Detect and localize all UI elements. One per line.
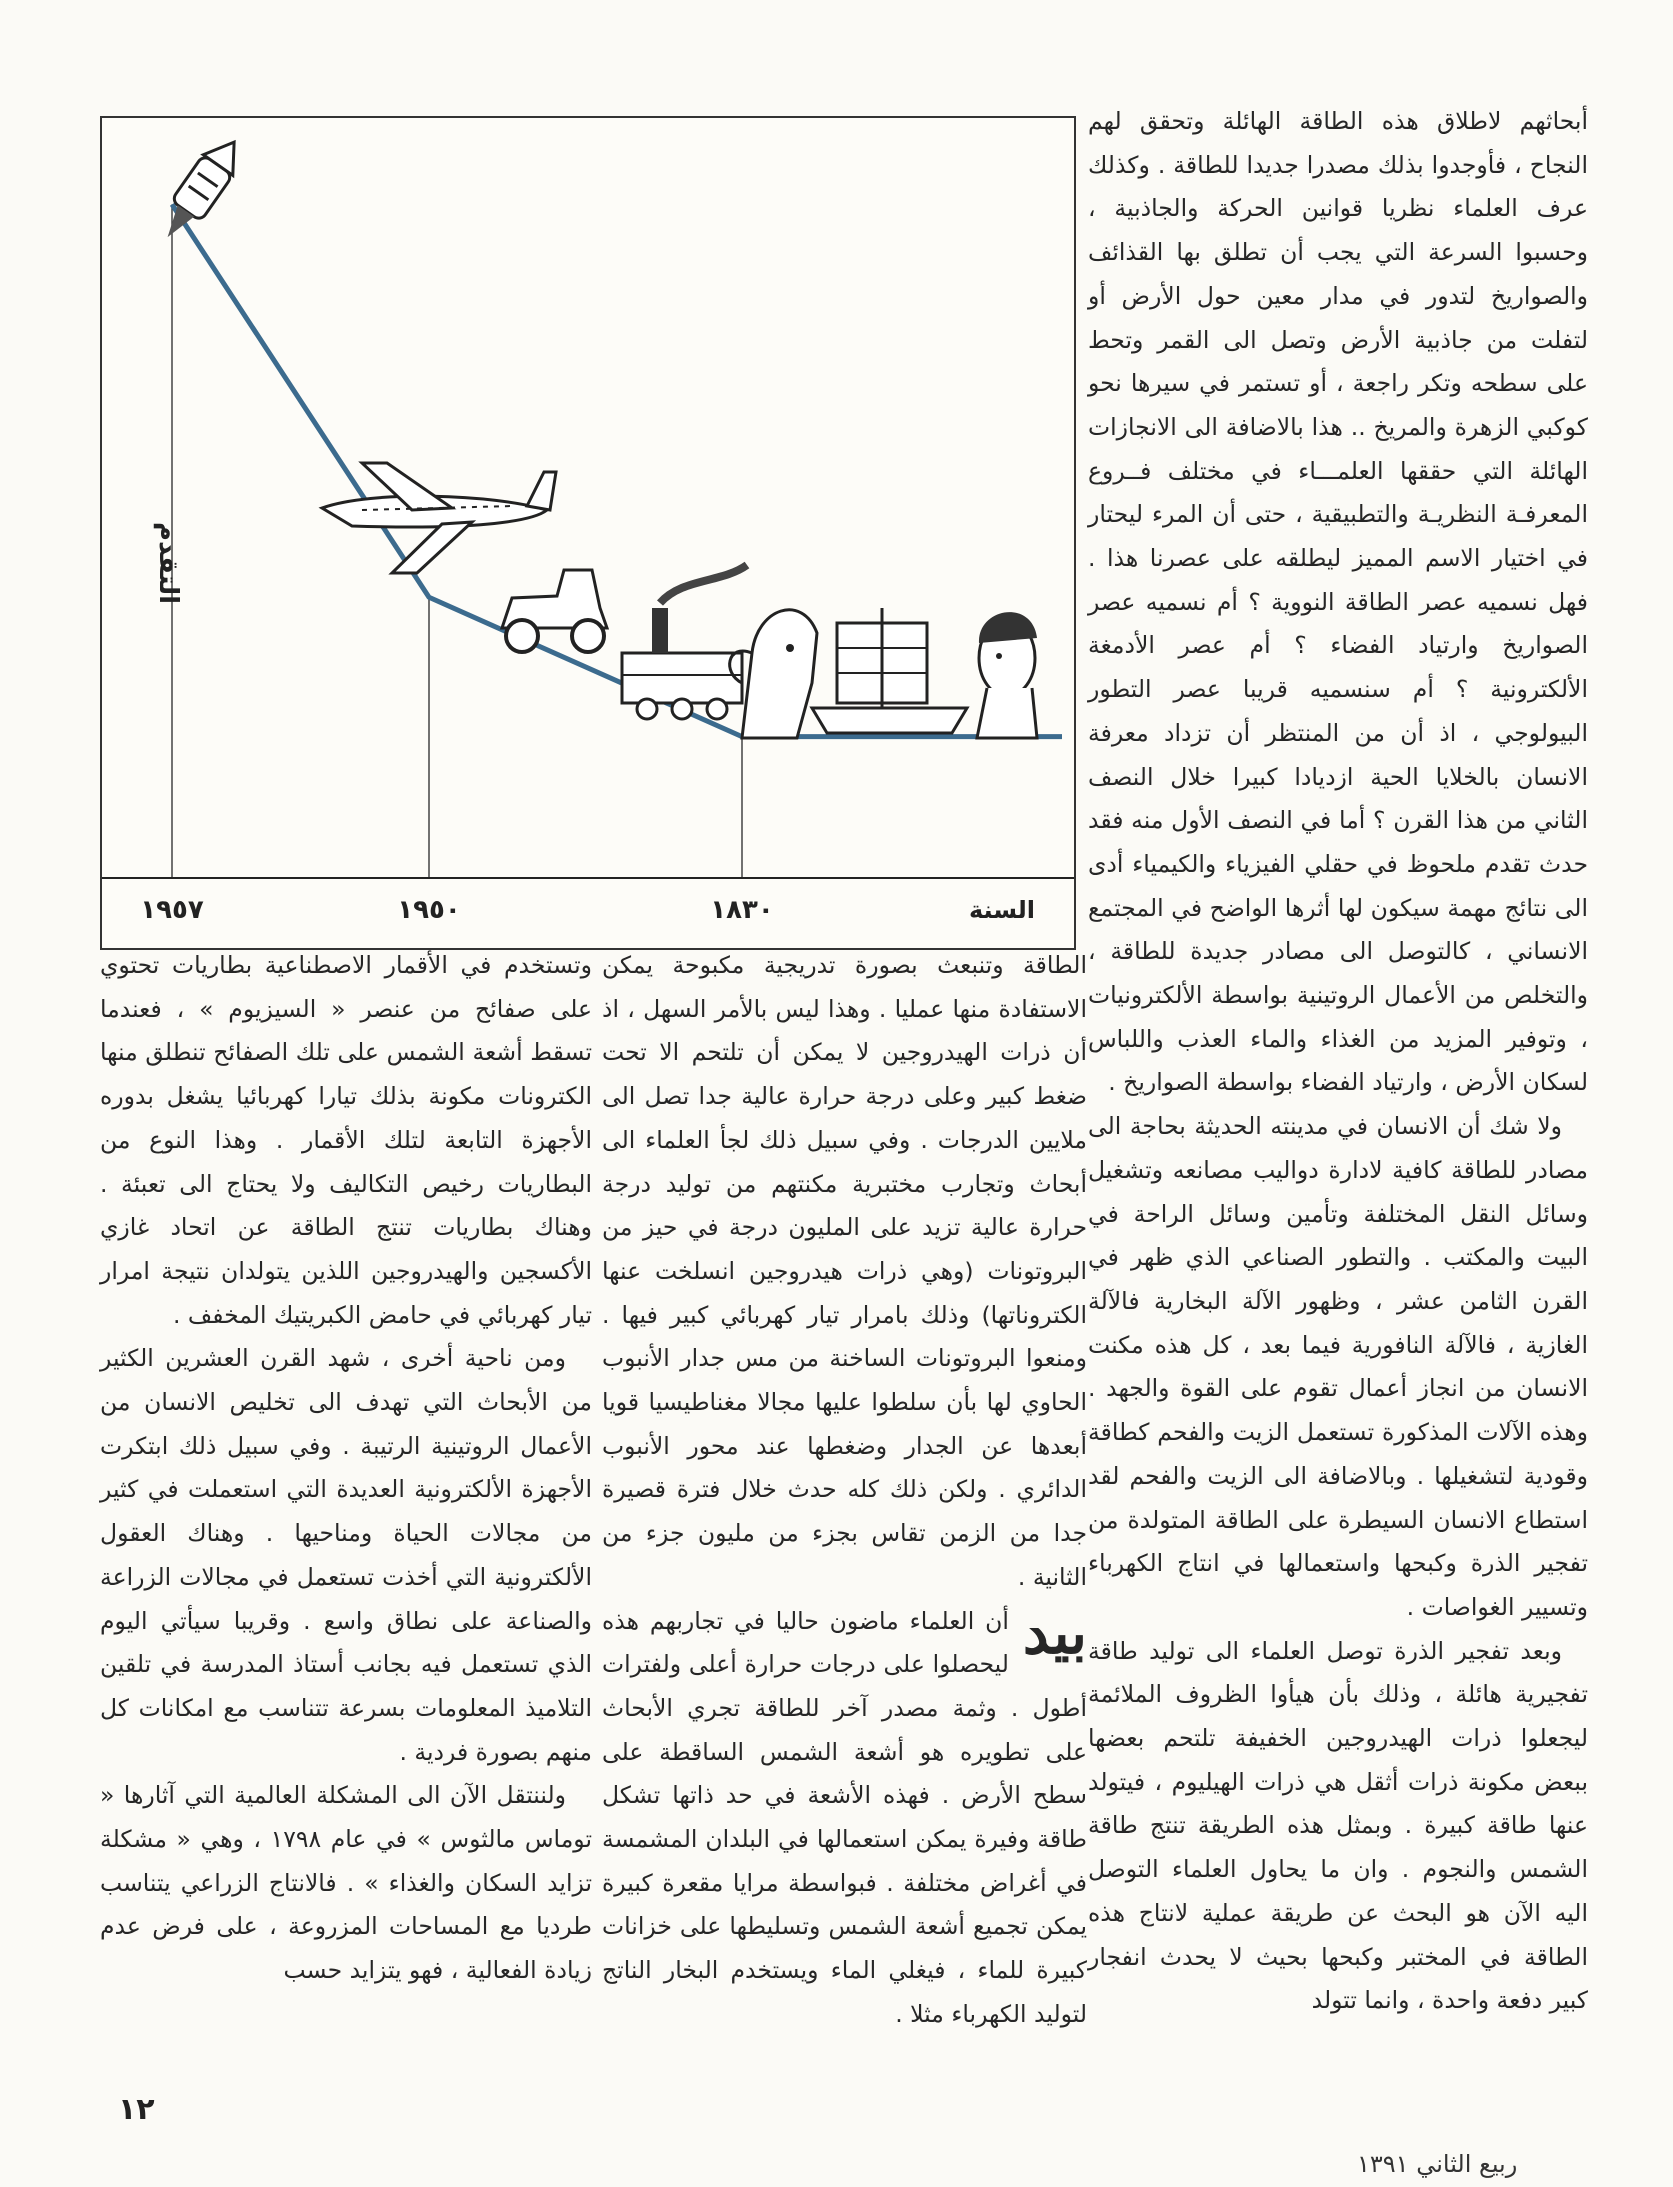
- paragraph: ولا شك أن الانسان في مدينته الحديثة بحاجة الى مصادر للطاقة كافية لادارة دواليب مصانعه وتشغيل وسائل النقل المختلفة وتأمين وسائل الراحة في البيت والمكتب . والتطور الصناعي الذي ظهر في القرن الثامن عشر ، وظهور الآلة البخارية فالآلة الغازية ، فالآلة النافورية فيما بعد ، كل هذه مكنت الانسان من انجاز أعمال تقوم على القوة والجهد . وهذه الآلات المذكورة تستعمل الزيت والفحم كطاقة وقودية لتشغيلها . وبالاضافة الى الزيت والفحم لقد استطاع الانسان السيطرة على الطاقة المتولدة من تفجير الذرة وكبحها واستعمالها في انتاج الكهرباء وتسيير الغواصات .: [1088, 1112, 1588, 1621]
- sailing-ship-icon: [812, 608, 967, 733]
- paragraph: ولننتقل الآن الى المشكلة العالمية التي آثارها « توماس مالثوس » في عام ١٧٩٨ ، وهي « مشكلة تزايد السكان والغذاء » . فالانتاج الزراعي يتناسب طرديا مع المساحات المزروعة ، على فرض عدم زيادة الفعالية ، فهو يتزايد حسب: [100, 1781, 592, 1985]
- progress-chart: [102, 118, 1074, 948]
- vintage-car-icon: [502, 570, 607, 652]
- paragraph: وتستخدم في الأقمار الاصطناعية بطاريات تحتوي على صفائح من عنصر « السيزيوم » ، فعندما تسقط أشعة الشمس على تلك الصفائح تنطلق منها الكترونات مكونة بذلك تيارا كهربائيا يشغل بدوره الأجهزة التابعة لتلك الأقمار . وهذا النوع من البطاريات رخيص التكاليف ولا يحتاج الى تعبئة . وهناك بطاريات تنتج الطاقة عن اتحاد غازي الأكسجين والهيدروجين اللذين يتولدان نتيجة امرار تيار كهربائي في حامض الكبريتيك المخفف .: [100, 951, 592, 1329]
- rocket-icon: [153, 132, 249, 248]
- issue-date: ربيع الثاني ١٣٩١: [1357, 2150, 1518, 2178]
- paragraph: وبعد تفجير الذرة توصل العلماء الى توليد طاقة تفجيرية هائلة ، وذلك بأن هيأوا الظروف الملائمة ليجعلوا ذرات الهيدروجين الخفيفة تلتحم بعضها ببعض مكونة ذرات أثقل هي ذرات الهيليوم ، فيتولد عنها طاقة كبيرة . وبمثل هذه الطريقة تنتج طاقة الشمس والنجوم . وان ما يحاول العلماء التوصل اليه الآن هو البحث عن طريقة عملية لانتاج هذه الطاقة في المختبر وكبحها بحيث لا يحدث انفجار كبير دفعة واحدة ، وانما تتولد: [1088, 1636, 1588, 2015]
- paragraph: الطاقة وتنبعث بصورة تدريجية مكبوحة يمكن الاستفادة منها عمليا . وهذا ليس بالأمر السهل ، اذ أن ذرات الهيدروجين لا يمكن أن تلتحم الا تحت ضغط كبير وعلى درجة حرارة عالية جدا تصل الى ملايين الدرجات . وفي سبيل ذلك لجأ العلماء الى أبحاث وتجارب مختبرية مكنتهم من توليد درجة حرارة عالية تزيد على المليون درجة في حيز من البروتونات (وهي ذرات هيدروجين انسلخت عنها الكتروناتها) وذلك بامرار تيار كهربائي كبير فيها . ومنعوا البروتونات الساخنة من مس جدار الأنبوب الحاوي لها بأن سلطوا عليها مجالا مغناطيسيا قويا أبعدها عن الجدار وضغطها عند محور الأنبوب الدائري . ولكن ذلك كله حدث خلال فترة قصيرة جدا من الزمن تقاس بجزء من مليون جزء من الثانية .: [602, 951, 1087, 1591]
- train-icon: [622, 565, 747, 719]
- drop-word: بيد: [1022, 1598, 1087, 1667]
- x-axis-label: السنة: [968, 896, 1036, 924]
- paragraph-text: أن العلماء ماضون حاليا في تجاربهم هذه ليحصلوا على درجات حرارة أعلى ولفترات أطول . وثمة مصدر آخر للطاقة تجري الأبحاث على تطويره هو أشعة الشمس الساقطة على سطح الأرض . فهذه الأشعة في حد ذاتها تشكل طاقة وفيرة يمكن استعمالها في البلدان المشمسة في أغراض مختلفة . فبواسطة مرايا مقعرة كبيرة يمكن تجميع أشعة الشمس وتسليطها على خزانات كبيرة للماء ، فيغلي الماء ويستخدم البخار الناتج لتوليد الكهرباء مثلا .: [602, 1606, 1087, 2028]
- paragraph: أبحاثهم لاطلاق هذه الطاقة الهائلة وتحقق لهم النجاح ، فأوجدوا بذلك مصدرا جديدا للطاقة . وكذلك عرف العلماء نظريا قوانين الحركة والجاذبية ، وحسبوا السرعة التي يجب أن تطلق بها القذائف والصواريخ لتدور في مدار معين حول الأرض أو لتفلت من جاذبية الأرض وتصل الى القمر وتحط على سطحه وتكر راجعة ، أو تستمر في سيرها نحو كوكبي الزهرة والمريخ .. هذا بالاضافة الى الانجازات الهائلة التي حققها العلمـــاء في مختلف فــروع المعرفـة النظريـة والتطبيقية ، حتى أن المرء ليحتار في اختيار الاسم المميز ليطلقه على عصرنا هذا . فهل نسميه عصر الطاقة النووية ؟ أم نسميه عصر الصواريخ وارتياد الفضاء ؟ أم عصر الأدمغة الألكترونية ؟ أم سنسميه قريبا عصر التطور البيولوجي ، اذ أن من المنتظر أن تزداد معرفة الانسان بالخلايا الحية ازديادا كبيرا خلال النصف الثاني من هذا القرن ؟ أما في النصف الأول منه فقد حدث تقدم ملحوظ في حقلي الفيزياء والكيمياء أدى الى نتائج مهمة سيكون لها أثرها الواضح في المجتمع الانساني ، كالتوصل الى مصادر جديدة للطاقة ، والتخلص من الأعمال الروتينية بواسطة الألكترونيات ، وتوفير المزيد من الغذاء والماء العذب واللباس لسكان الأرض ، وارتياد الفضاء بواسطة الصواريخ .: [1088, 107, 1588, 1097]
- progress-chart-figure: [100, 116, 1076, 950]
- paragraph: ومن ناحية أخرى ، شهد القرن العشرين الكثير من الأبحاث التي تهدف الى تخليص الانسان من الأعمال الروتينية الرتيبة . وفي سبيل ذلك ابتكرت الأجهزة الألكترونية العديدة التي استعملت في كثير من مجالات الحياة ومناحيها . وهناك العقول الألكترونية التي أخذت تستعمل في مجالات الزراعة والصناعة على نطاق واسع . وقريبا سيأتي اليوم الذي تستعمل فيه بجانب أستاذ المدرسة في تلقين التلاميذ المعلومات بسرعة تتناسب مع امكانات كل منهم بصورة فردية .: [100, 1344, 592, 1766]
- column-right: [1088, 100, 1588, 2023]
- airplane-icon: [322, 463, 556, 573]
- y-axis-label: التقدم: [153, 521, 183, 605]
- tick-label-1957: ١٩٥٧: [140, 895, 204, 925]
- tick-label-1830: ١٨٣٠: [710, 895, 774, 925]
- primitive-man-icon: [977, 612, 1037, 738]
- page-number: ١٢: [118, 2092, 155, 2127]
- column-left: [100, 944, 592, 1993]
- tick-label-1950: ١٩٥٠: [397, 895, 461, 925]
- column-middle: [602, 944, 1087, 2037]
- paragraph-with-drop-word: [602, 1600, 1087, 2037]
